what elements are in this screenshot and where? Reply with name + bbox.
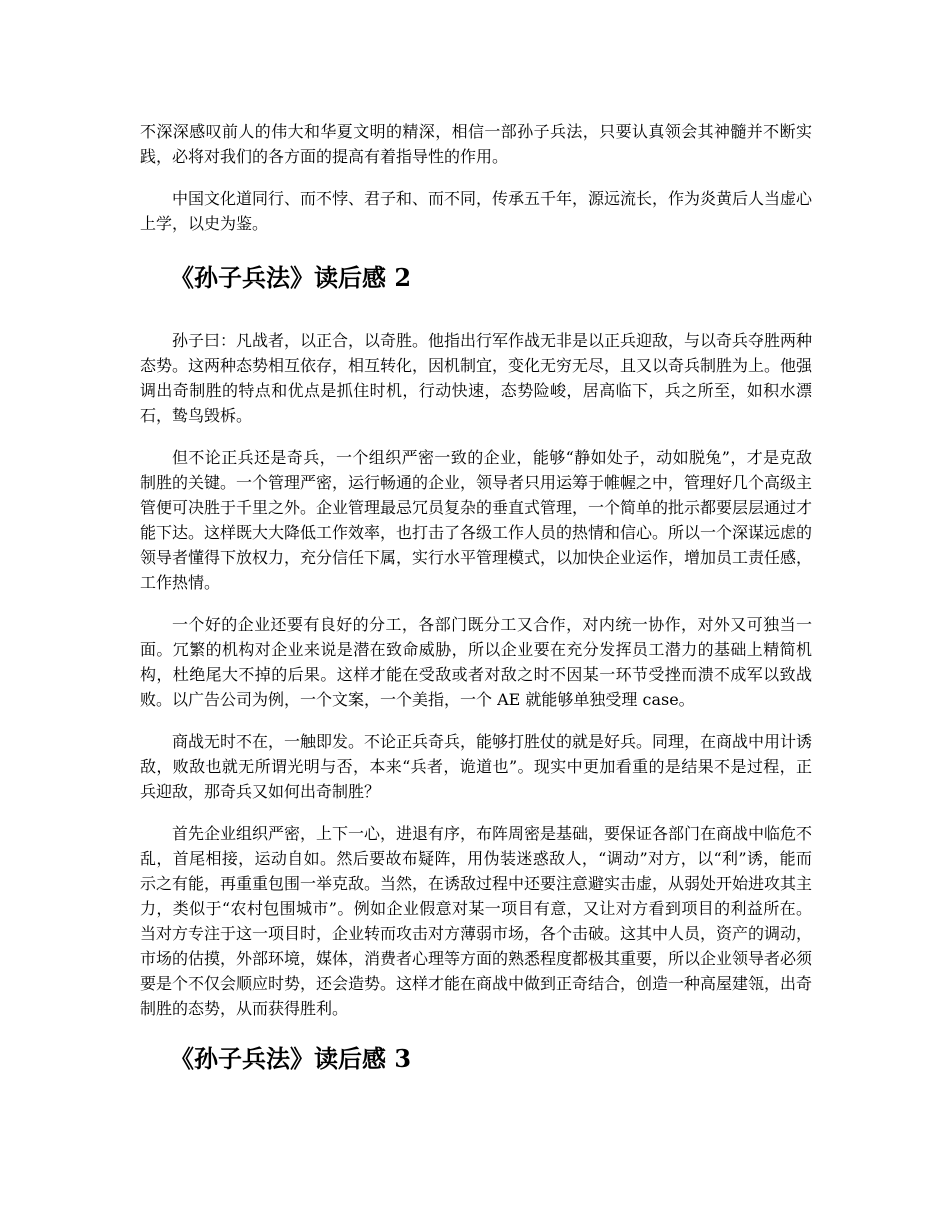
paragraph-section2-4: 商战无时不在，一触即发。不论正兵奇兵，能够打胜仗的就是好兵。同理，在商战中用计诱敌，败敌也就无所谓光明与否，本来“兵者，诡道也”。现实中更加看重的是结果不是过程，正兵迎敌，那奇兵又如何出奇制胜？ (140, 732, 813, 801)
paragraph-section2-5: 首先企业组织严密，上下一心，进退有序，布阵周密是基础，要保证各部门在商战中临危不乱，首尾相接，运动自如。然后要故布疑阵，用伪装迷惑敌人，“调动”对方，以“利”诱，能而示之有能，再重重包围一举克敌。当然，在诱敌过程中还要注意避实击虚，从弱处开始进攻其主力，类似于“农村包围城市”。例如企业假意对某一项目有意，又让对方看到项目的利益所在。当对方专注于这一项目时，企业转而攻击对方薄弱市场，各个击破。这其中人员，资产的调动，市场的估摸，外部环境，媒体，消费者心理等方面的熟悉程度都极其重要，所以企业领导者必须要是个不仅会顺应时势，还会造势。这样才能在商战中做到正奇结合，创造一种高屋建瓴，出奇制胜的态势，从而获得胜利。 (140, 824, 813, 1018)
section-heading-2: 《孙子兵法》读后感 2 (170, 263, 412, 292)
section-heading-3: 《孙子兵法》读后感 3 (170, 1044, 412, 1073)
paragraph-intro-2: 中国文化道同行、而不悖、君子和、而不同，传承五千年，源远流长，作为炎黄后人当虚心上学，以史为鉴。 (140, 189, 813, 233)
paragraph-section2-2: 但不论正兵还是奇兵，一个组织严密一致的企业，能够“静如处子，动如脱兔”，才是克敌制胜的关键。一个管理严密，运行畅通的企业，领导者只用运筹于帷幄之中，管理好几个高级主管便可决胜于千里之外。企业管理最忌冗员复杂的垂直式管理，一个简单的批示都要层层通过才能下达。这样既大大降低工作效率，也打击了各级工作人员的热情和信心。所以一个深谋远虑的领导者懂得下放权力，充分信任下属，实行水平管理模式，以加快企业运作，增加员工责任感，工作热情。 (140, 448, 813, 592)
document-body (140, 119, 812, 1075)
paragraph-section2-3: 一个好的企业还要有良好的分工，各部门既分工又合作，对内统一协作，对外又可独当一面。冗繁的机构对企业来说是潜在致命威胁，所以企业要在充分发挥员工潜力的基础上精简机构，杜绝尾大不掉的后果。这样才能在受敌或者对敌之时不因某一环节受挫而溃不成军以致战败。以广告公司为例，一个文案，一个美指，一个 AE 就能够单独受理 case。 (140, 615, 812, 709)
paragraph-section2-1: 孙子曰：凡战者，以正合，以奇胜。他指出行军作战无非是以正兵迎敌，与以奇兵夺胜两种态势。这两种态势相互依存，相互转化，因机制宜，变化无穷无尽，且又以奇兵制胜为上。他强调出奇制胜的特点和优点是抓住时机，行动快速，态势险峻，居高临下，兵之所至，如积水漂石，鸷鸟毁柝。 (140, 331, 813, 425)
paragraph-intro-1: 不深深感叹前人的伟大和华夏文明的精深，相信一部孙子兵法，只要认真领会其神髓并不断实践，必将对我们的各方面的提高有着指导性的作用。 (140, 122, 812, 166)
